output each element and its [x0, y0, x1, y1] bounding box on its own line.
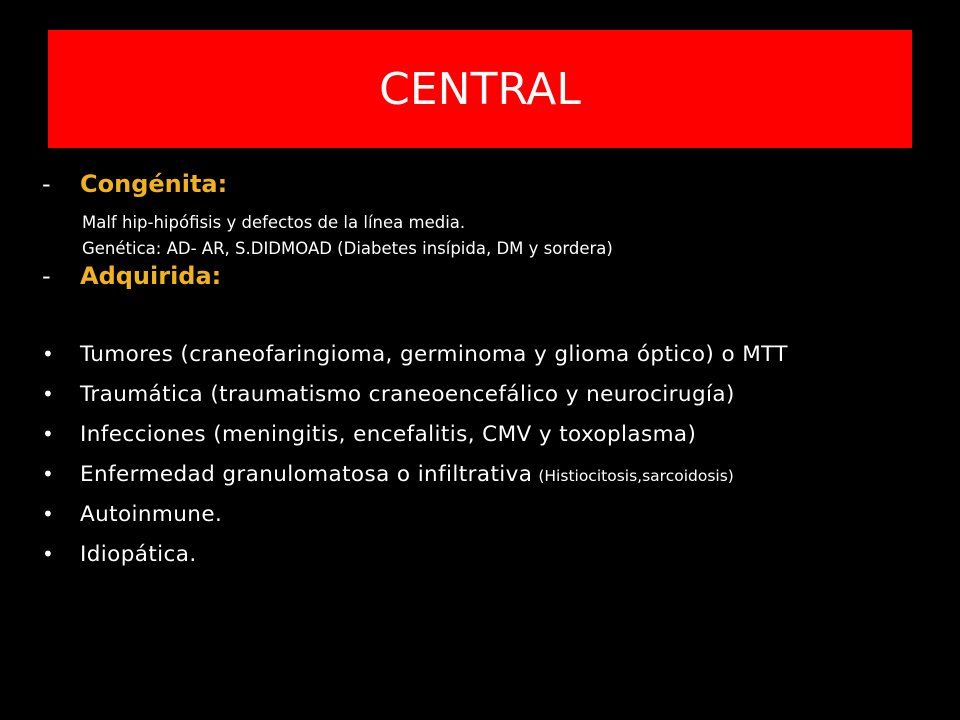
title-banner — [48, 30, 912, 148]
bullet-icon: • — [42, 422, 54, 446]
list-item-text: Tumores (craneofaringioma, germinoma y glioma óptico) o MTT — [80, 342, 788, 367]
slide-content — [42, 170, 952, 574]
section-heading: Congénita: — [80, 170, 228, 198]
slide-title: CENTRAL — [379, 63, 581, 115]
list-item — [42, 534, 952, 574]
list-item — [42, 334, 952, 374]
dash-marker: - — [42, 262, 51, 290]
section-heading: Adquirida: — [80, 262, 222, 290]
dash-marker: - — [42, 170, 51, 198]
bullet-icon: • — [42, 462, 54, 486]
section-congenita — [42, 170, 952, 210]
list-item-text: Traumática (traumatismo craneoencefálico y neurocirugía) — [80, 382, 735, 407]
list-item — [42, 414, 952, 454]
cause-list — [42, 334, 952, 574]
bullet-icon: • — [42, 382, 54, 406]
section-detail-line: Genética: AD- AR, S.DIDMOAD (Diabetes insípida, DM y sordera) — [82, 239, 613, 258]
list-item — [42, 454, 952, 494]
list-item-text: Infecciones (meningitis, encefalitis, CMV y toxoplasma) — [80, 422, 697, 447]
spacer — [42, 302, 952, 334]
list-item-text: Autoinmune. — [80, 502, 223, 527]
list-item — [42, 374, 952, 414]
list-item-note: (Histiocitosis,sarcoidosis) — [538, 467, 734, 485]
bullet-icon: • — [42, 542, 54, 566]
bullet-icon: • — [42, 502, 54, 526]
section-detail-line: Malf hip-hipófisis y defectos de la línea media. — [82, 213, 466, 232]
list-item — [42, 494, 952, 534]
section-adquirida — [42, 262, 952, 302]
list-item-text: Enfermedad granulomatosa o infiltrativa — [80, 462, 533, 487]
list-item-text: Idiopática. — [80, 542, 197, 567]
bullet-icon: • — [42, 342, 54, 366]
